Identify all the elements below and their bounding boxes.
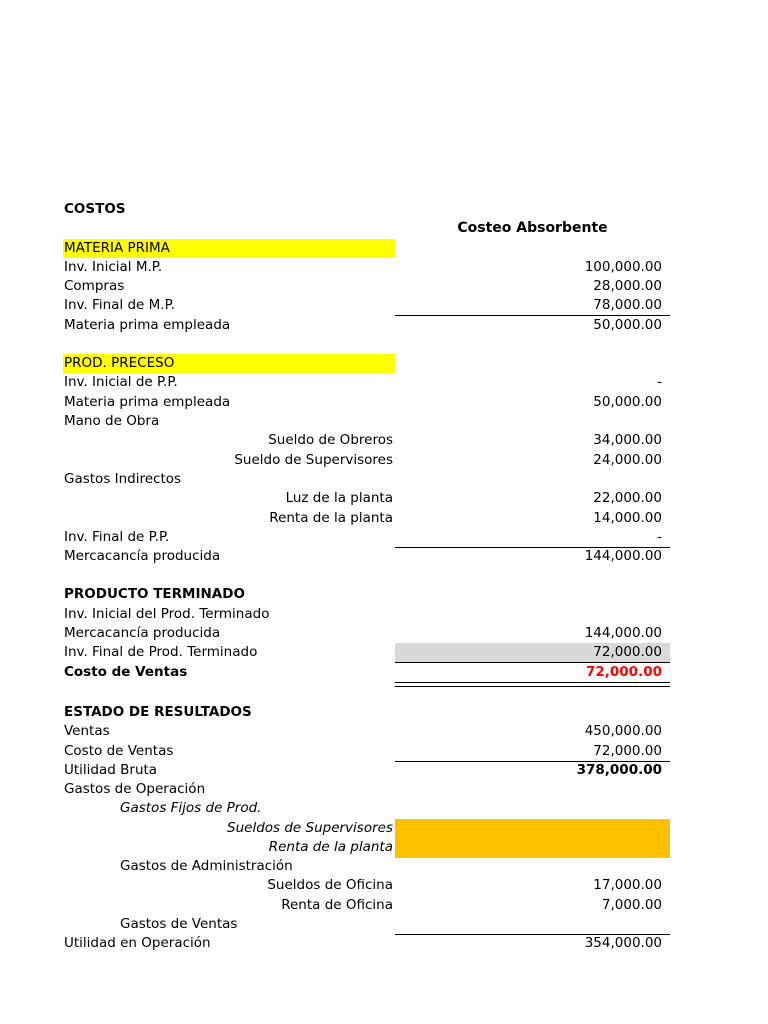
- pp-renta-planta-value: 14,000.00: [593, 510, 662, 526]
- er-gastos-ventas-label: Gastos de Ventas: [120, 916, 238, 932]
- er-utilidad-operacion-label: Utilidad en Operación: [64, 935, 211, 951]
- er-sueldos-supervisores-label: Sueldos de Supervisores: [227, 820, 393, 836]
- er-gastos-fijos-label: Gastos Fijos de Prod.: [120, 800, 262, 816]
- er-sueldos-oficina-value: 17,000.00: [593, 877, 662, 893]
- table-row: [63, 780, 670, 799]
- table-row: [63, 509, 670, 528]
- er-gastos-operacion-label: Gastos de Operación: [64, 781, 206, 797]
- er-renta-planta-highlight: [395, 838, 670, 858]
- table-row: [63, 934, 670, 953]
- er-utilidad-operacion-value: 354,000.00: [584, 935, 662, 951]
- pt-heading-row: [63, 585, 670, 604]
- table-row: [63, 722, 670, 741]
- er-heading-row: [63, 703, 670, 722]
- column-header: Costeo Absorbente: [457, 220, 608, 236]
- er-gastos-admin-label: Gastos de Administración: [120, 858, 293, 874]
- table-row: [63, 838, 670, 857]
- er-ventas-label: Ventas: [64, 723, 110, 739]
- er-renta-planta-label: Renta de la planta: [268, 839, 393, 855]
- er-sueldos-supervisores-highlight: [395, 819, 670, 839]
- pt-inv-inicial-label: Inv. Inicial del Prod. Terminado: [64, 606, 270, 622]
- er-costo-ventas-value: 72,000.00: [593, 743, 662, 759]
- table-row: [63, 896, 670, 915]
- pp-sueldo-supervisores-value: 24,000.00: [593, 452, 662, 468]
- pp-mp-empleada-value: 50,000.00: [593, 394, 662, 410]
- table-row: [63, 296, 670, 315]
- mp-empleada-value: 50,000.00: [593, 317, 662, 333]
- pp-inv-final-value: -: [657, 529, 662, 545]
- er-utilidad-bruta-value: 378,000.00: [576, 762, 662, 778]
- pt-heading: PRODUCTO TERMINADO: [64, 586, 245, 602]
- table-row: [63, 643, 670, 662]
- table-row: [63, 663, 670, 682]
- table-row: [63, 316, 670, 335]
- table-row: [63, 431, 670, 450]
- pp-sueldo-obreros-value: 34,000.00: [593, 432, 662, 448]
- table-row: [63, 451, 670, 470]
- er-heading: ESTADO DE RESULTADOS: [64, 704, 252, 720]
- table-row: [63, 258, 670, 277]
- pp-heading-row: [63, 354, 670, 373]
- mp-inv-inicial-value: 100,000.00: [584, 259, 662, 275]
- table-row: [63, 819, 670, 838]
- pp-renta-planta-label: Renta de la planta: [269, 510, 393, 526]
- er-sueldos-oficina-label: Sueldos de Oficina: [267, 877, 393, 893]
- mp-compras-value: 28,000.00: [593, 278, 662, 294]
- costos-title: COSTOS: [64, 201, 126, 217]
- er-ventas-value: 450,000.00: [584, 723, 662, 739]
- table-row: [63, 624, 670, 643]
- pp-inv-final-label: Inv. Final de P.P.: [64, 529, 170, 545]
- pp-sueldo-supervisores-label: Sueldo de Supervisores: [234, 452, 393, 468]
- table-row: [63, 742, 670, 761]
- costos-title-row: [63, 200, 670, 219]
- table-row: [63, 547, 670, 566]
- mp-heading-row: [63, 239, 670, 258]
- pp-luz-planta-label: Luz de la planta: [285, 490, 393, 506]
- table-row: [63, 470, 670, 489]
- mp-inv-inicial-label: Inv. Inicial M.P.: [64, 259, 163, 275]
- pp-inv-inicial-value: -: [657, 374, 662, 390]
- table-row: [63, 876, 670, 895]
- mp-inv-final-value: 78,000.00: [593, 297, 662, 313]
- table-row: [63, 277, 670, 296]
- pt-inv-final-label: Inv. Final de Prod. Terminado: [64, 644, 258, 660]
- pt-mercancia-value: 144,000.00: [584, 625, 662, 641]
- pt-costo-ventas-label: Costo de Ventas: [64, 664, 188, 680]
- pt-mercancia-label: Mercacancía producida: [64, 625, 221, 641]
- pp-heading: PROD. PRECESO: [64, 355, 175, 371]
- pp-mercancia-label: Mercacancía producida: [64, 548, 221, 564]
- mp-compras-label: Compras: [64, 278, 125, 294]
- pt-inv-final-value: 72,000.00: [593, 644, 662, 660]
- pp-mercancia-value: 144,000.00: [584, 548, 662, 564]
- table-row: [63, 393, 670, 412]
- pp-inv-inicial-label: Inv. Inicial de P.P.: [64, 374, 178, 390]
- double-total-rule: [395, 682, 670, 687]
- er-utilidad-bruta-label: Utilidad Bruta: [64, 762, 158, 778]
- er-costo-ventas-label: Costo de Ventas: [64, 743, 174, 759]
- pp-mano-obra-label: Mano de Obra: [64, 413, 160, 429]
- pp-sueldo-obreros-label: Sueldo de Obreros: [268, 432, 393, 448]
- table-row: [63, 799, 670, 818]
- mp-inv-final-label: Inv. Final de M.P.: [64, 297, 175, 313]
- table-row: [63, 373, 670, 392]
- pp-luz-planta-value: 22,000.00: [593, 490, 662, 506]
- table-row: [63, 412, 670, 431]
- table-row: [63, 761, 670, 780]
- pp-mp-empleada-label: Materia prima empleada: [64, 394, 231, 410]
- mp-heading: MATERIA PRIMA: [64, 240, 170, 256]
- table-row: [63, 857, 670, 876]
- table-row: [63, 528, 670, 547]
- table-row: [63, 489, 670, 508]
- table-row: [63, 915, 670, 934]
- pt-costo-ventas-value: 72,000.00: [585, 664, 662, 680]
- er-renta-oficina-label: Renta de Oficina: [281, 897, 393, 913]
- table-row: [63, 605, 670, 624]
- pp-gastos-indirectos-label: Gastos Indirectos: [64, 471, 182, 487]
- er-renta-oficina-value: 7,000.00: [601, 897, 662, 913]
- mp-empleada-label: Materia prima empleada: [64, 317, 231, 333]
